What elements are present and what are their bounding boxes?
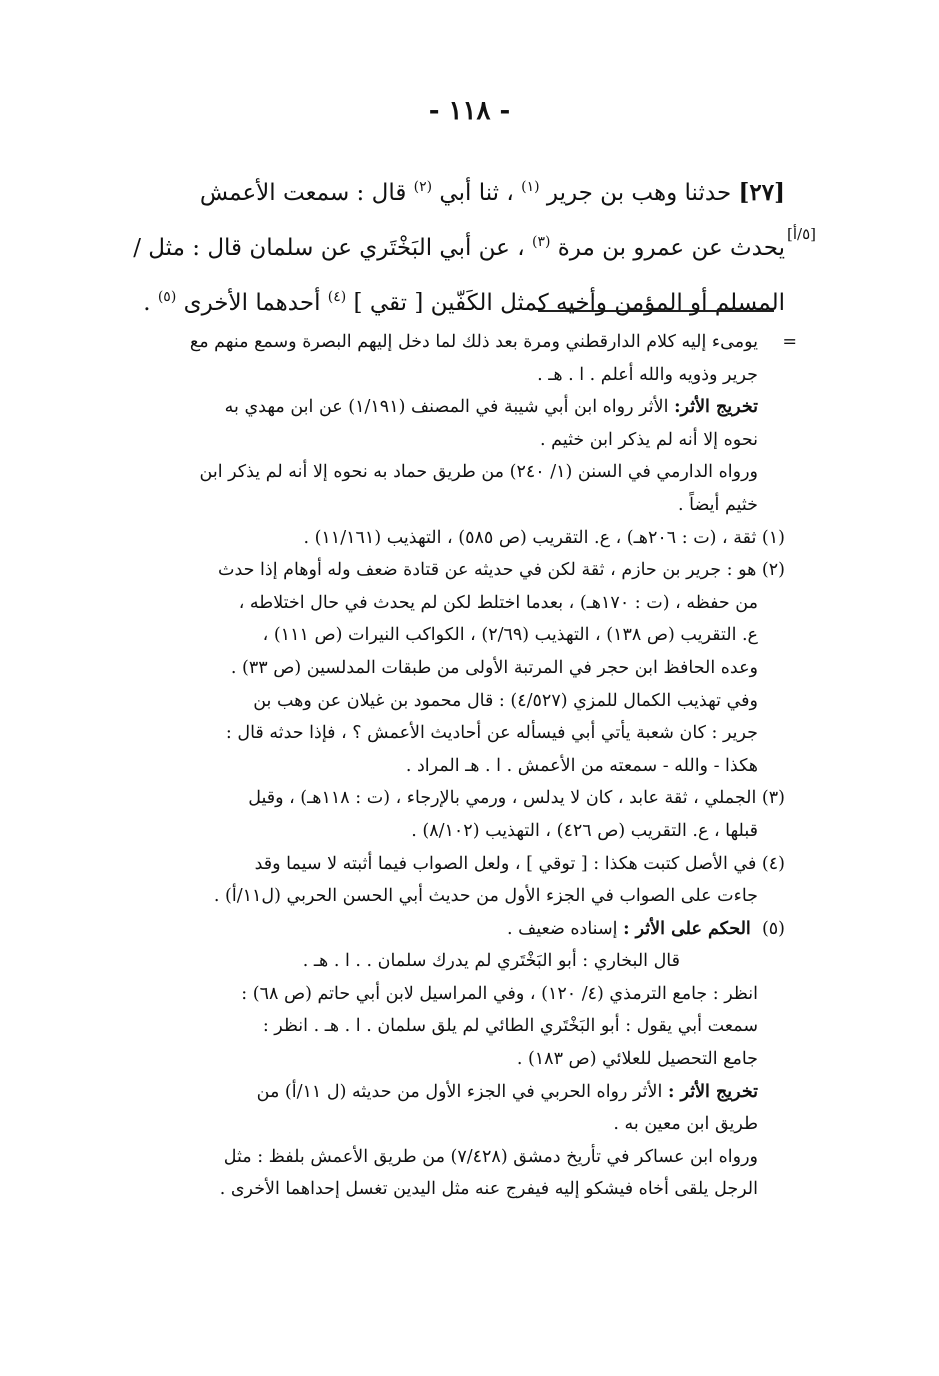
note-text: إسناده ضعيف . (506, 918, 618, 939)
main-line-1 (100, 160, 785, 215)
main-text (100, 160, 785, 325)
note-line: الرجل يلقى أخاه فيشكو إليه فيفرج عنه مثل اليدين تغسل إحداهما الأخرى . (219, 1179, 758, 1200)
main-line-2 (100, 215, 785, 270)
note-line: (٢) هو : جرير بن حازم ، ثقة لكن في حديثه عن قتادة ضعف وله أوهام إذا حدث (218, 560, 785, 581)
main-line-3 (100, 270, 785, 325)
note-line: (٤) في الأصل كتبت هكذا : [ توقي ] ، ولعل الصواب فيما أثبته لا سيما وقد (254, 853, 785, 874)
note-line: ورواه ابن عساكر في تأريخ دمشق (٧/٤٢٨) من طريق الأعمش بلفظ : مثل (223, 1146, 758, 1167)
note-line: خثيم أيضاً . (678, 494, 758, 515)
footnote-marker: (١) (521, 179, 540, 195)
note-line: قبلها ، ع. التقريب (ص ٤٢٦) ، التهذيب (٨/١٠٢) . (411, 820, 758, 841)
main-text-segment: . (143, 290, 151, 316)
footnote-marker: (٣) (531, 234, 551, 250)
note-line: نحوه إلا أنه لم يذكر ابن خثيم . (540, 429, 758, 450)
footnote-separator (538, 310, 774, 312)
note-line: قال البخاري : أبو البَخْتَري لم يدرك سلمان . . ا . هـ . (302, 951, 680, 972)
note-line (100, 913, 785, 946)
note-line: ورواه الدارمي في السنن (١/ ٢٤٠) من طريق حماد به نحوه إلا أنه لم يذكر ابن (199, 462, 758, 483)
note-line (100, 326, 797, 359)
note-line: من حفظه ، (ت : ١٧٠هـ) ، بعدما اختلط لكن لم يحدث في حال اختلاطه ، (238, 592, 758, 613)
note-line: (١) ثقة ، (ت : ٢٠٦هـ) ، ع. التقريب (ص ٥٨٥) ، التهذيب (١١/١٦١) . (303, 527, 785, 548)
main-text-segment: المسلم أو المؤمن وأخيه كمثل الكَفّين [ تقي ] (353, 290, 785, 316)
note-line: ع. التقريب (ص ١٣٨) ، التهذيب (٢/٦٩) ، الكواكب النيرات (ص ١١١) ، (262, 625, 758, 646)
margin-folio-reference: [٥/أ] (787, 225, 817, 243)
main-text-segment: حدثنا وهب بن جرير (546, 180, 732, 206)
note-line: طريق ابن معين به . (613, 1114, 758, 1135)
note-line: وفي تهذيب الكمال للمزي (٤/٥٢٧) : قال محمود بن غيلان عن وهب بن (253, 690, 758, 711)
main-text-segment: ، ثنا أبي (439, 180, 514, 206)
note-line: (٣) الجملي ، ثقة عابد ، كان لا يدلس ، ورمي بالإرجاء ، (ت : ١١٨هـ) ، وقيل (248, 788, 785, 809)
main-text-segment: ، عن أبي البَخْتَري عن سلمان قال : مثل / (133, 235, 525, 261)
footnote-marker: (٢) (413, 179, 433, 195)
page-number: - ١١٨ - (428, 96, 511, 126)
note-line: وعده الحافظ ابن حجر في المرتبة الأولى من طبقات المدلسين (ص ٣٣) . (230, 657, 758, 678)
note-line: جرير وذويه والله أعلم . ا . هـ . (537, 364, 758, 385)
note-line: انظر : جامع الترمذي (٤/ ١٢٠) ، وفي المراسيل لابن أبي حاتم (ص ٦٨) : (241, 983, 758, 1004)
main-text-segment: أحدهما الأخرى (183, 290, 321, 316)
footnote-marker: (٥) (157, 289, 177, 305)
note-line: سمعت أبي يقول : أبو البَخْتَري الطائي لم يلق سلمان . ا . هـ . انظر : (262, 1016, 758, 1037)
note-heading: تخريج الأثر : (667, 1081, 758, 1102)
footnote-marker: (٤) (327, 289, 347, 305)
note-line: هكذا - والله - سمعته من الأعمش . ا . هـ المراد . (405, 755, 758, 776)
note-text: الأثر رواه الحربي في الجزء الأول من حديثه (ل ١١/أ) من (256, 1081, 663, 1102)
footnotes (100, 326, 797, 1206)
main-text-segment: يحدث عن عمرو بن مرة (557, 235, 785, 261)
hadith-number: [٢٧] (738, 179, 785, 206)
note-text: يومىء إليه كلام الدارقطني ومرة بعد ذلك لما دخل إليهم البصرة وسمع منهم مع (189, 332, 758, 352)
note-line: جرير : كان شعبة يأتي أبي فيسأله عن أحاديث الأعمش ؟ ، فإذا حدثه قال : (225, 723, 758, 744)
note-line (100, 1076, 785, 1109)
note-line (100, 391, 785, 424)
note-line: جاءت على الصواب في الجزء الأول من حديث أبي الحسن الحربي (ل١١/أ) . (213, 886, 758, 907)
note-line: جامع التحصيل للعلائي (ص ١٨٣) . (516, 1049, 758, 1070)
note-number: (٥) (761, 918, 785, 939)
note-heading: الحكم على الأثر : (623, 918, 751, 939)
continuation-mark: = (782, 332, 797, 352)
note-heading: تخريج الأثر: (674, 397, 758, 418)
note-text: الأثر رواه ابن أبي شيبة في المصنف (١/١٩١) عن ابن مهدي به (224, 397, 669, 418)
main-text-segment: قال : سمعت الأعمش (199, 180, 407, 206)
